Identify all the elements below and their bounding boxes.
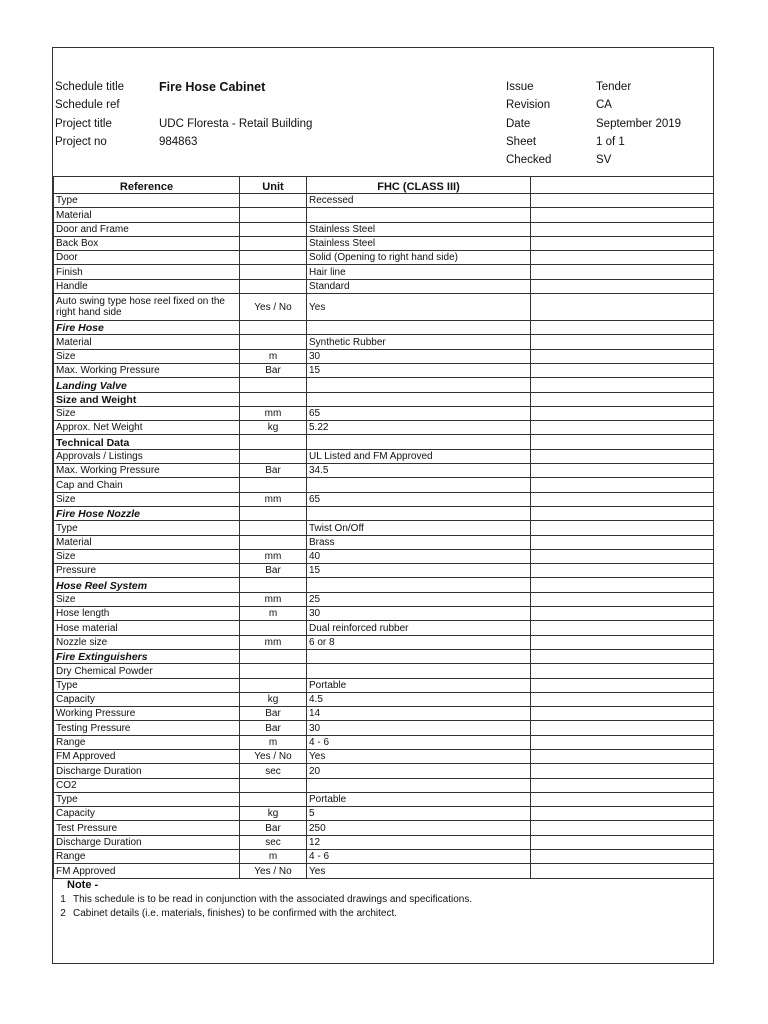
cell-value [307, 664, 531, 678]
cell-value [307, 208, 531, 222]
cell-unit [240, 535, 307, 549]
cell-unit: mm [240, 635, 307, 649]
cell-reference: Handle [54, 279, 240, 293]
cell-unit: mm [240, 406, 307, 420]
cell-unit [240, 265, 307, 279]
cell-unit [240, 378, 307, 392]
issue-label: Issue [506, 81, 534, 93]
cell-reference: Fire Hose Nozzle [54, 506, 240, 520]
cell-reference: Material [54, 335, 240, 349]
cell-reference: Hose Reel System [54, 578, 240, 592]
table-row [54, 792, 714, 806]
cell-reference: Discharge Duration [54, 835, 240, 849]
column-header-unit: Unit [240, 177, 307, 194]
sheet-value: 1 of 1 [596, 136, 625, 148]
table-row [54, 222, 714, 236]
cell-reference: Size [54, 549, 240, 563]
checked-label: Checked [506, 154, 552, 166]
schedule-title: Fire Hose Cabinet [159, 80, 266, 94]
cell-blank [531, 592, 714, 606]
cell-reference: Max. Working Pressure [54, 363, 240, 377]
cell-value: Yes [307, 294, 531, 321]
cell-unit: kg [240, 807, 307, 821]
schedule-table [53, 176, 714, 879]
cell-unit: mm [240, 549, 307, 563]
cell-value [307, 321, 531, 335]
table-row [54, 208, 714, 222]
cell-unit: Bar [240, 721, 307, 735]
cell-value: Recessed [307, 194, 531, 208]
table-row [54, 664, 714, 678]
cell-unit [240, 664, 307, 678]
date-value: September 2019 [596, 118, 682, 130]
cell-reference: Approx. Net Weight [54, 421, 240, 435]
cell-blank [531, 535, 714, 549]
cell-blank [531, 294, 714, 321]
cell-blank [531, 208, 714, 222]
notes-title: Note - [67, 879, 99, 891]
cell-reference: Capacity [54, 692, 240, 706]
table-row [54, 251, 714, 265]
cell-blank [531, 707, 714, 721]
cell-blank [531, 764, 714, 778]
table-row [54, 764, 714, 778]
cell-value: Yes [307, 749, 531, 763]
table-row [54, 279, 714, 293]
cell-value: 4 - 6 [307, 850, 531, 864]
cell-blank [531, 692, 714, 706]
cell-unit [240, 678, 307, 692]
cell-blank [531, 521, 714, 535]
issue-value: Tender [596, 81, 632, 93]
cell-reference: Size and Weight [54, 392, 240, 406]
cell-reference: Size [54, 406, 240, 420]
table-row [54, 392, 714, 406]
cell-value [307, 506, 531, 520]
cell-blank [531, 421, 714, 435]
cell-value: 25 [307, 592, 531, 606]
cell-reference: Hose length [54, 607, 240, 621]
cell-unit: Yes / No [240, 749, 307, 763]
table-row [54, 564, 714, 578]
cell-value: Twist On/Off [307, 521, 531, 535]
cell-unit [240, 435, 307, 449]
cell-value: 30 [307, 349, 531, 363]
cell-blank [531, 378, 714, 392]
table-row [54, 406, 714, 420]
table-row [54, 735, 714, 749]
cell-unit [240, 251, 307, 265]
cell-reference: Pressure [54, 564, 240, 578]
cell-reference: Size [54, 592, 240, 606]
cell-blank [531, 335, 714, 349]
cell-reference: Material [54, 208, 240, 222]
cell-value: Solid (Opening to right hand side) [307, 251, 531, 265]
cell-blank [531, 721, 714, 735]
cell-unit [240, 321, 307, 335]
cell-unit: Yes / No [240, 294, 307, 321]
column-header-blank [531, 177, 714, 194]
cell-unit [240, 208, 307, 222]
cell-blank [531, 778, 714, 792]
note-item [53, 908, 713, 919]
cell-unit: sec [240, 764, 307, 778]
cell-blank [531, 392, 714, 406]
cell-blank [531, 321, 714, 335]
cell-reference: Landing Valve [54, 378, 240, 392]
table-row [54, 349, 714, 363]
cell-blank [531, 792, 714, 806]
cell-value [307, 378, 531, 392]
table-row [54, 335, 714, 349]
project-title-label: Project title [55, 118, 112, 130]
cell-value: UL Listed and FM Approved [307, 449, 531, 463]
cell-value [307, 435, 531, 449]
cell-reference: Type [54, 678, 240, 692]
cell-blank [531, 265, 714, 279]
note-number: 2 [60, 908, 66, 919]
cell-blank [531, 864, 714, 878]
cell-reference: Finish [54, 265, 240, 279]
cell-reference: Door and Frame [54, 222, 240, 236]
cell-unit [240, 478, 307, 492]
cell-blank [531, 678, 714, 692]
cell-unit [240, 649, 307, 663]
cell-value: 14 [307, 707, 531, 721]
column-header-fhc: FHC (CLASS III) [307, 177, 531, 194]
table-row [54, 835, 714, 849]
table-row [54, 535, 714, 549]
cell-value: Yes [307, 864, 531, 878]
column-header-reference: Reference [54, 177, 240, 194]
table-row [54, 321, 714, 335]
table-row [54, 521, 714, 535]
cell-reference: Max. Working Pressure [54, 464, 240, 478]
table-row [54, 749, 714, 763]
project-no: 984863 [159, 136, 198, 148]
table-row [54, 378, 714, 392]
cell-value: 4 - 6 [307, 735, 531, 749]
cell-reference: Range [54, 850, 240, 864]
cell-value: Stainless Steel [307, 222, 531, 236]
note-text: This schedule is to be read in conjunction with the associated drawings and specifications. [73, 894, 473, 905]
cell-value [307, 649, 531, 663]
cell-unit [240, 194, 307, 208]
table-row [54, 678, 714, 692]
cell-unit: mm [240, 592, 307, 606]
cell-unit [240, 506, 307, 520]
table-row [54, 592, 714, 606]
table-row [54, 478, 714, 492]
cell-unit [240, 621, 307, 635]
table-row [54, 807, 714, 821]
notes-section [53, 879, 713, 919]
cell-reference: Type [54, 194, 240, 208]
table-row [54, 294, 714, 321]
table-row [54, 464, 714, 478]
cell-value: 5 [307, 807, 531, 821]
cell-unit [240, 521, 307, 535]
cell-blank [531, 194, 714, 208]
cell-value: Synthetic Rubber [307, 335, 531, 349]
cell-value: 65 [307, 492, 531, 506]
cell-reference: Range [54, 735, 240, 749]
cell-value: 5.22 [307, 421, 531, 435]
cell-value: 12 [307, 835, 531, 849]
table-row [54, 194, 714, 208]
cell-blank [531, 821, 714, 835]
table-row [54, 707, 714, 721]
cell-unit [240, 279, 307, 293]
cell-blank [531, 850, 714, 864]
cell-reference: Type [54, 521, 240, 535]
table-row [54, 236, 714, 250]
cell-reference: Dry Chemical Powder [54, 664, 240, 678]
table-row [54, 506, 714, 520]
cell-value: 34.5 [307, 464, 531, 478]
cell-reference: Size [54, 492, 240, 506]
project-title: UDC Floresta - Retail Building [159, 118, 313, 130]
cell-blank [531, 664, 714, 678]
cell-unit [240, 792, 307, 806]
cell-reference: Fire Hose [54, 321, 240, 335]
cell-blank [531, 578, 714, 592]
cell-reference: Capacity [54, 807, 240, 821]
note-item [53, 894, 713, 905]
checked-value: SV [596, 154, 612, 166]
table-row [54, 449, 714, 463]
cell-blank [531, 549, 714, 563]
cell-value: Brass [307, 535, 531, 549]
cell-blank [531, 464, 714, 478]
cell-blank [531, 621, 714, 635]
cell-unit [240, 392, 307, 406]
schedule-ref-label: Schedule ref [55, 99, 120, 111]
cell-blank [531, 735, 714, 749]
cell-blank [531, 251, 714, 265]
cell-value: Hair line [307, 265, 531, 279]
cell-reference: Nozzle size [54, 635, 240, 649]
note-text: Cabinet details (i.e. materials, finishes) to be confirmed with the architect. [73, 908, 398, 919]
cell-value: Portable [307, 678, 531, 692]
cell-blank [531, 449, 714, 463]
cell-blank [531, 279, 714, 293]
table-row [54, 864, 714, 878]
table-row [54, 421, 714, 435]
cell-unit: m [240, 735, 307, 749]
cell-unit [240, 449, 307, 463]
cell-value [307, 478, 531, 492]
cell-value: 4.5 [307, 692, 531, 706]
table-row [54, 721, 714, 735]
cell-reference: FM Approved [54, 864, 240, 878]
revision-value: CA [596, 99, 612, 111]
cell-reference: Test Pressure [54, 821, 240, 835]
cell-unit [240, 335, 307, 349]
table-row [54, 607, 714, 621]
cell-value: Dual reinforced rubber [307, 621, 531, 635]
cell-blank [531, 492, 714, 506]
cell-unit: Bar [240, 564, 307, 578]
table-row [54, 621, 714, 635]
cell-value: 15 [307, 564, 531, 578]
cell-unit: Yes / No [240, 864, 307, 878]
table-row [54, 692, 714, 706]
cell-blank [531, 749, 714, 763]
table-row [54, 821, 714, 835]
cell-reference: CO2 [54, 778, 240, 792]
cell-unit: mm [240, 492, 307, 506]
cell-value: 15 [307, 363, 531, 377]
cell-unit [240, 222, 307, 236]
table-row [54, 850, 714, 864]
cell-reference: Door [54, 251, 240, 265]
cell-value [307, 578, 531, 592]
cell-blank [531, 635, 714, 649]
cell-unit: sec [240, 835, 307, 849]
cell-unit [240, 236, 307, 250]
cell-reference: Working Pressure [54, 707, 240, 721]
cell-reference: Auto swing type hose reel fixed on the right hand side [54, 294, 240, 321]
cell-blank [531, 406, 714, 420]
schedule-table-body [54, 194, 714, 879]
date-label: Date [506, 118, 531, 130]
cell-reference: Fire Extinguishers [54, 649, 240, 663]
cell-blank [531, 607, 714, 621]
cell-blank [531, 835, 714, 849]
cell-blank [531, 649, 714, 663]
cell-reference: Testing Pressure [54, 721, 240, 735]
cell-blank [531, 478, 714, 492]
table-row [54, 635, 714, 649]
cell-unit: Bar [240, 464, 307, 478]
cell-blank [531, 506, 714, 520]
table-row [54, 265, 714, 279]
cell-reference: Type [54, 792, 240, 806]
cell-unit: m [240, 349, 307, 363]
cell-blank [531, 564, 714, 578]
cell-blank [531, 363, 714, 377]
cell-reference: Hose material [54, 621, 240, 635]
table-header-row [54, 177, 714, 194]
cell-value: 40 [307, 549, 531, 563]
table-row [54, 492, 714, 506]
table-row [54, 778, 714, 792]
cell-blank [531, 236, 714, 250]
cell-unit: Bar [240, 821, 307, 835]
cell-value: 250 [307, 821, 531, 835]
cell-value: Standard [307, 279, 531, 293]
table-row [54, 649, 714, 663]
cell-reference: Approvals / Listings [54, 449, 240, 463]
cell-unit: m [240, 850, 307, 864]
cell-value [307, 392, 531, 406]
cell-reference: Size [54, 349, 240, 363]
cell-value: 6 or 8 [307, 635, 531, 649]
cell-unit: Bar [240, 363, 307, 377]
project-no-label: Project no [55, 136, 107, 148]
table-row [54, 435, 714, 449]
note-number: 1 [60, 894, 66, 905]
cell-value: 30 [307, 607, 531, 621]
cell-unit [240, 778, 307, 792]
cell-blank [531, 222, 714, 236]
table-row [54, 578, 714, 592]
cell-unit: kg [240, 421, 307, 435]
cell-value: 20 [307, 764, 531, 778]
cell-unit: m [240, 607, 307, 621]
revision-label: Revision [506, 99, 551, 111]
cell-reference: FM Approved [54, 749, 240, 763]
cell-blank [531, 349, 714, 363]
table-row [54, 363, 714, 377]
cell-value [307, 778, 531, 792]
schedule-title-label: Schedule title [55, 81, 125, 93]
sheet-label: Sheet [506, 136, 537, 148]
cell-blank [531, 807, 714, 821]
cell-unit: Bar [240, 707, 307, 721]
cell-blank [531, 435, 714, 449]
cell-value: Portable [307, 792, 531, 806]
cell-value: 65 [307, 406, 531, 420]
table-row [54, 549, 714, 563]
schedule-sheet [52, 47, 714, 964]
cell-reference: Back Box [54, 236, 240, 250]
cell-unit [240, 578, 307, 592]
cell-reference: Cap and Chain [54, 478, 240, 492]
cell-value: Stainless Steel [307, 236, 531, 250]
cell-reference: Discharge Duration [54, 764, 240, 778]
cell-value: 30 [307, 721, 531, 735]
cell-unit: kg [240, 692, 307, 706]
cell-reference: Material [54, 535, 240, 549]
cell-reference: Technical Data [54, 435, 240, 449]
